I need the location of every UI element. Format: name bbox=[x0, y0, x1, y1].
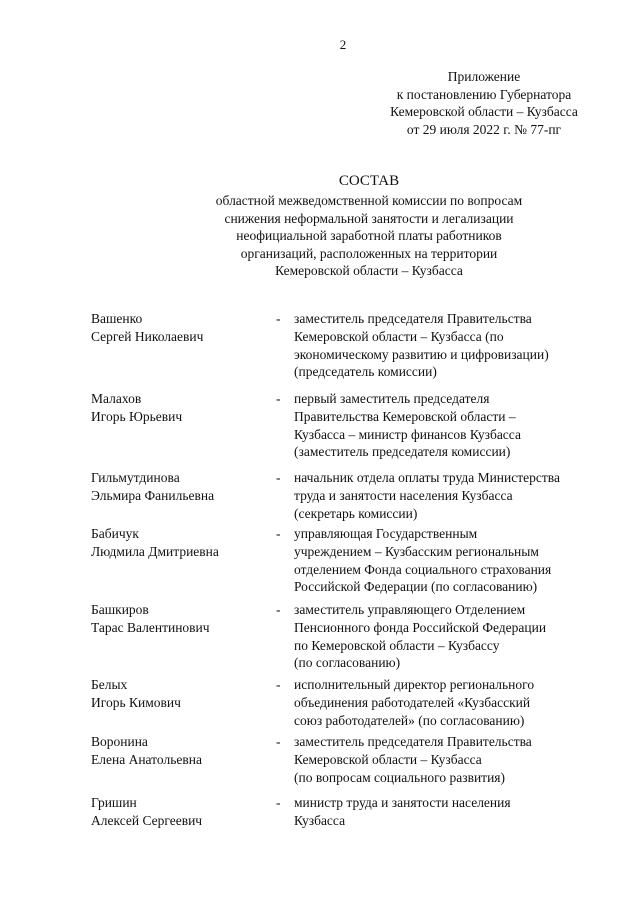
member-row bbox=[0, 601, 640, 676]
member-dash: - bbox=[276, 526, 281, 541]
role-line: Кемеровской области – Кузбасса bbox=[294, 751, 482, 767]
page-number: 2 bbox=[339, 37, 347, 52]
role-line: Кузбасса – министр финансов Кузбасса bbox=[294, 426, 521, 442]
role-line: заместитель председателя Правительства bbox=[294, 311, 532, 326]
member-surname: Гришин bbox=[91, 795, 137, 810]
member-name bbox=[91, 601, 281, 637]
member-dash: - bbox=[276, 391, 281, 406]
member-role bbox=[294, 390, 614, 461]
subtitle-line: Кемеровской области – Кузбасса bbox=[275, 263, 463, 278]
member-dash: - bbox=[276, 470, 281, 485]
role-line: начальник отдела оплаты труда Министерства bbox=[294, 470, 560, 485]
member-given-name: Сергей Николаевич bbox=[91, 328, 204, 344]
member-row bbox=[0, 310, 640, 390]
member-row bbox=[0, 390, 640, 469]
member-given-name: Игорь Кимович bbox=[91, 694, 181, 710]
member-given-name: Эльмира Фанильевна bbox=[91, 487, 215, 503]
member-row bbox=[0, 469, 640, 525]
member-given-name: Людмила Дмитриевна bbox=[91, 543, 219, 559]
role-line: по Кемеровской области – Кузбассу bbox=[294, 637, 500, 653]
member-surname: Бабичук bbox=[91, 526, 139, 541]
member-given-name: Елена Анатольевна bbox=[91, 751, 202, 767]
subtitle-line: организаций, расположенных на территории bbox=[240, 245, 498, 261]
subtitle-line: снижения неформальной занятости и легализации bbox=[224, 210, 514, 226]
role-line: министр труда и занятости населения bbox=[294, 795, 511, 810]
member-surname: Белых bbox=[91, 677, 128, 692]
member-surname: Воронина bbox=[91, 734, 148, 749]
role-line: объединения работодателей «Кузбасский bbox=[294, 694, 531, 710]
role-line: отделением Фонда социального страхования bbox=[294, 561, 552, 577]
subtitle-line: областной межведомственной комиссии по вопросам bbox=[215, 193, 523, 208]
member-name bbox=[91, 310, 281, 346]
member-dash: - bbox=[276, 734, 281, 749]
member-dash: - bbox=[276, 311, 281, 326]
role-line: Кемеровской области – Кузбасса (по bbox=[294, 328, 504, 344]
member-row bbox=[0, 676, 640, 733]
appendix-header bbox=[366, 68, 602, 138]
appendix-line: к постановлению Губернатора bbox=[396, 86, 572, 102]
member-name bbox=[91, 469, 281, 505]
role-line: (по согласованию) bbox=[294, 655, 401, 671]
role-line: Пенсионного фонда Российской Федерации bbox=[294, 619, 547, 635]
member-name bbox=[91, 676, 281, 712]
appendix-line: Кемеровской области – Кузбасса bbox=[390, 104, 578, 119]
member-role bbox=[294, 525, 614, 596]
role-line: заместитель управляющего Отделением bbox=[294, 602, 526, 617]
member-role bbox=[294, 794, 614, 830]
member-surname: Малахов bbox=[91, 391, 142, 406]
role-line: (заместитель председателя комиссии) bbox=[294, 444, 511, 460]
member-dash: - bbox=[276, 602, 281, 617]
role-line: (по вопросам социального развития) bbox=[294, 769, 506, 785]
member-role bbox=[294, 310, 614, 381]
member-row bbox=[0, 733, 640, 794]
member-name bbox=[91, 390, 281, 426]
role-line: Правительства Кемеровской области – bbox=[294, 408, 516, 424]
role-line: исполнительный директор регионального bbox=[294, 677, 535, 692]
title-block bbox=[160, 172, 578, 280]
role-line: труда и занятости населения Кузбасса bbox=[294, 487, 513, 503]
subtitle-line: неофициальной заработной платы работников bbox=[236, 228, 502, 243]
document-subtitle bbox=[160, 192, 578, 280]
member-surname: Вашенко bbox=[91, 311, 143, 326]
member-dash: - bbox=[276, 677, 281, 692]
commission-members-list bbox=[0, 310, 640, 834]
member-surname: Гильмутдинова bbox=[91, 470, 180, 485]
member-dash: - bbox=[276, 795, 281, 810]
member-name bbox=[91, 525, 281, 561]
member-role bbox=[294, 676, 614, 729]
role-line: заместитель председателя Правительства bbox=[294, 734, 532, 749]
member-role bbox=[294, 469, 614, 522]
role-line: (председатель комиссии) bbox=[294, 364, 437, 380]
member-given-name: Алексей Сергеевич bbox=[91, 812, 203, 828]
member-role bbox=[294, 733, 614, 786]
member-row bbox=[0, 525, 640, 601]
appendix-line: от 29 июля 2022 г. № 77-пг bbox=[406, 121, 562, 137]
role-line: управляющая Государственным bbox=[294, 526, 478, 541]
role-line: экономическому развитию и цифровизации) bbox=[294, 346, 549, 362]
member-name bbox=[91, 733, 281, 769]
role-line: Кузбасса bbox=[294, 812, 346, 828]
member-name bbox=[91, 794, 281, 830]
member-given-name: Игорь Юрьевич bbox=[91, 408, 183, 424]
document-title: СОСТАВ bbox=[338, 173, 400, 189]
role-line: (секретарь комиссии) bbox=[294, 505, 418, 521]
role-line: союз работодателей» (по согласованию) bbox=[294, 712, 525, 728]
role-line: первый заместитель председателя bbox=[294, 391, 490, 406]
role-line: Российской Федерации (по согласованию) bbox=[294, 579, 538, 595]
member-surname: Башкиров bbox=[91, 602, 149, 617]
appendix-line: Приложение bbox=[447, 69, 521, 84]
member-given-name: Тарас Валентинович bbox=[91, 619, 210, 635]
member-role bbox=[294, 601, 614, 672]
role-line: учреждением – Кузбасским региональным bbox=[294, 543, 539, 559]
member-row bbox=[0, 794, 640, 834]
